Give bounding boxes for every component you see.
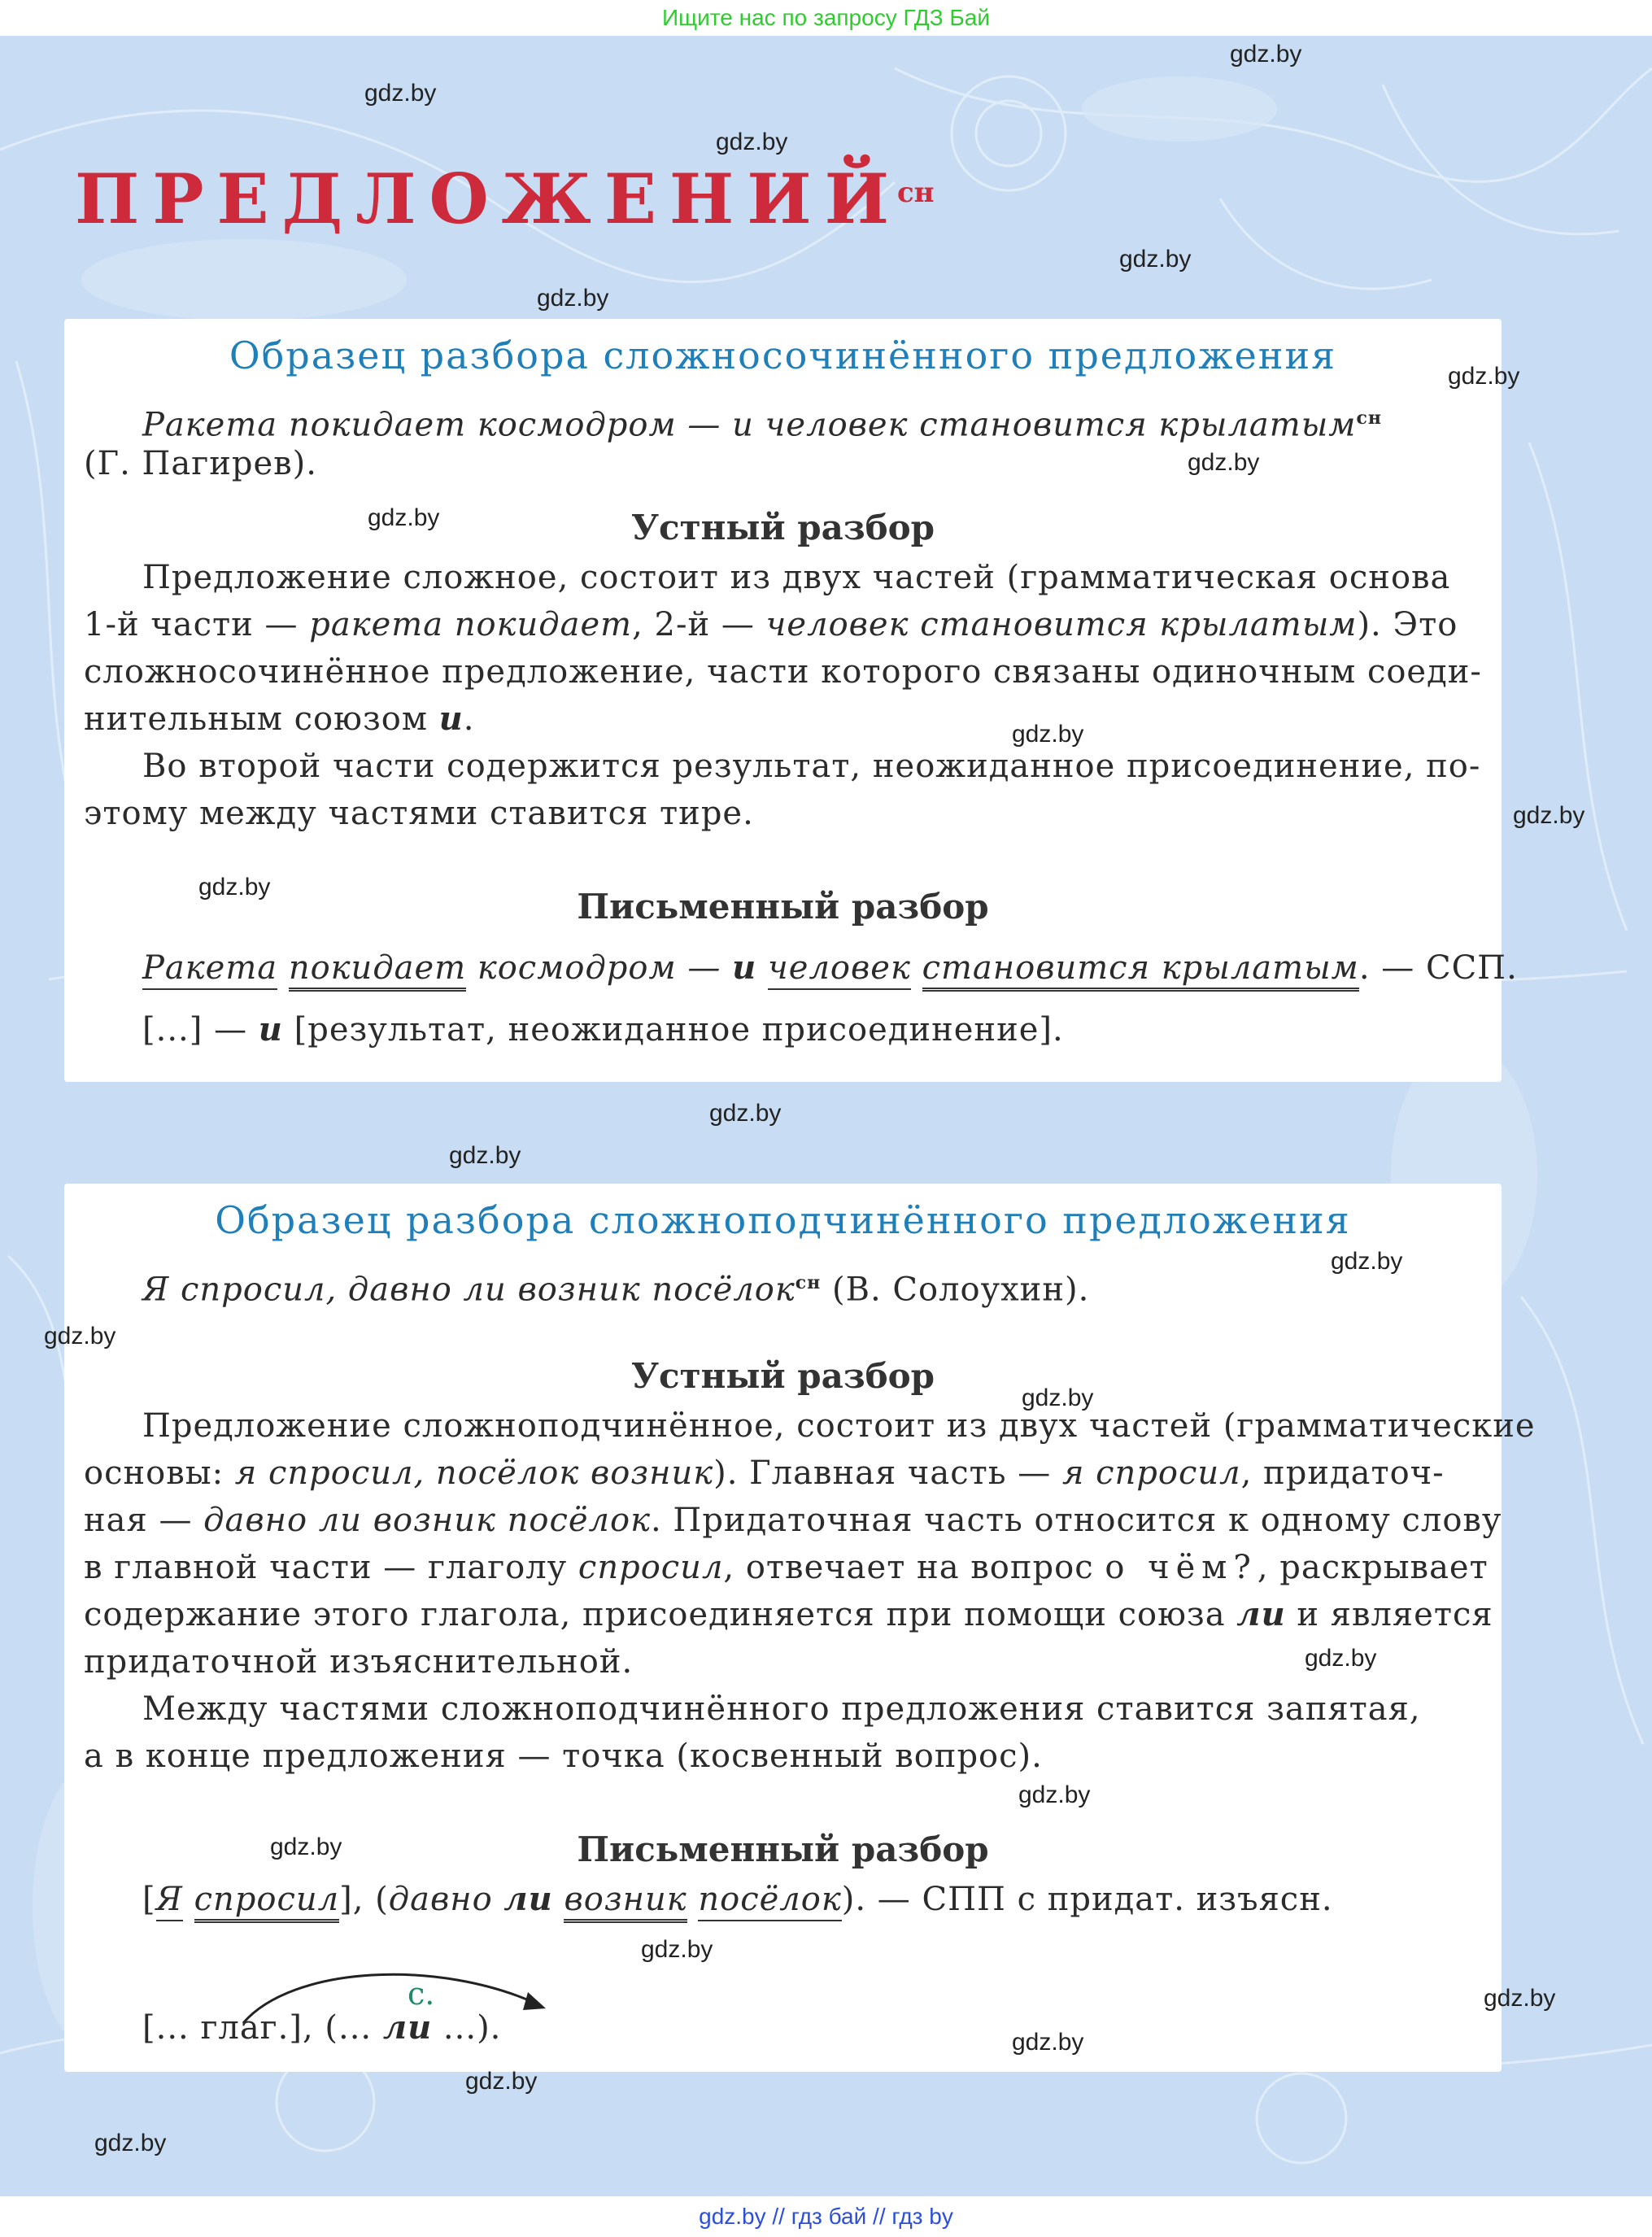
watermark: gdz.by (1012, 2029, 1084, 2056)
oral-line (84, 1545, 1489, 1590)
predicate-word: возник (564, 1881, 687, 1923)
section-heading (75, 159, 939, 239)
oral-line (84, 1592, 1493, 1637)
written-analysis (142, 945, 1518, 991)
oral-line: сложносочинённое предложение, части которого связаны одиночным соеди- (84, 653, 1482, 691)
text: [...] — (142, 1011, 259, 1049)
subject-word: Ракета (142, 949, 277, 990)
oral-line: этому между частями ставится тире. (84, 795, 754, 832)
oral-line: Предложение сложноподчинённое, состоит из двух частей (грамматические (142, 1407, 1536, 1445)
watermark: gdz.by (1305, 1645, 1377, 1672)
watermark: gdz.by (1119, 246, 1192, 273)
watermark: gdz.by (716, 129, 788, 155)
watermark: gdz.by (641, 1936, 713, 1963)
sentence-scheme (142, 2005, 501, 2051)
text: , придаточ- (1240, 1454, 1445, 1492)
oral-line: Между частями сложноподчинённого предложения ставится запятая, (142, 1690, 1421, 1728)
oral-line: Во второй части содержится результат, неожиданное присоединение, по- (142, 748, 1481, 785)
text: . Придаточная часть относится к одному слову (651, 1502, 1502, 1539)
text: спросил (578, 1549, 724, 1586)
oral-line: а в конце предложения — точка (косвенный вопрос). (84, 1738, 1043, 1775)
oral-line (84, 602, 1458, 648)
footer-links[interactable]: gdz.by // гдз бай // гдз by (0, 2196, 1652, 2237)
panel-compound-sentence (64, 319, 1518, 1082)
written-heading: Письменный разбор (577, 1829, 989, 1869)
text: ...). (432, 2009, 502, 2047)
watermark: gdz.by (1188, 449, 1260, 476)
watermark: gdz.by (94, 2130, 167, 2156)
watermark: gdz.by (465, 2068, 538, 2095)
text: в главной части — глаголу (84, 1549, 578, 1586)
text: , раскрывает (1257, 1549, 1489, 1586)
text: и (438, 700, 464, 738)
text: [результат, неожиданное присоединение]. (282, 1011, 1064, 1049)
watermark: gdz.by (1513, 802, 1585, 829)
example-author: (Г. Пагирев). (84, 445, 317, 482)
oral-heading: Устный разбор (630, 1356, 935, 1396)
watermark: gdz.by (1448, 363, 1520, 390)
predicate-word: становится крылатым (922, 949, 1359, 992)
watermark: gdz.by (1331, 1248, 1403, 1275)
watermark: gdz.by (368, 504, 440, 531)
text: основы: (84, 1454, 235, 1492)
text: давно ли возник посёлок (203, 1502, 651, 1539)
subject-word: человек (768, 949, 911, 990)
example-sentence (142, 395, 1382, 447)
text: 1-й части — (84, 606, 310, 643)
example-author: (В. Солоухин). (821, 1271, 1090, 1309)
example-text: Я спросил, давно ли возник посёлок (142, 1271, 795, 1309)
watermark: gdz.by (1484, 1985, 1556, 2012)
example-sentence (142, 1260, 1089, 1312)
subject-word: Я (156, 1881, 183, 1921)
text: ). Это (1357, 606, 1458, 643)
watermark: gdz.by (1022, 1384, 1094, 1411)
example-sup: сн (1356, 408, 1382, 429)
oral-line (84, 696, 474, 742)
watermark: gdz.by (1012, 721, 1084, 748)
watermark: gdz.by (198, 874, 271, 900)
heading-sup: сн (896, 177, 935, 209)
text: ). — СПП с придат. изъясн. (841, 1881, 1333, 1918)
text: ли (1236, 1595, 1286, 1633)
text: человек становится крылатым (765, 606, 1358, 643)
example-text: Ракета покидает космодром — и человек становится крылатым (142, 406, 1357, 444)
text: нительным союзом (84, 700, 439, 738)
watermark: gdz.by (364, 80, 437, 107)
conjunction: и (732, 948, 757, 987)
written-heading: Письменный разбор (577, 887, 989, 927)
text: содержание этого глагола, присоединяется при помощи союза (84, 1596, 1237, 1633)
panel-title: Образец разбора сложноподчинённого предложения (215, 1198, 1351, 1242)
oral-line (84, 1498, 1502, 1543)
watermark: gdz.by (709, 1100, 782, 1127)
conjunction: ли (382, 2008, 433, 2047)
text: космодром — (466, 949, 733, 987)
connector-label: с. (408, 1976, 435, 2012)
text: . — ССП. (1358, 949, 1518, 987)
conjunction: и (258, 1010, 283, 1049)
text: . (463, 700, 475, 738)
oral-line (84, 1450, 1445, 1496)
watermark: gdz.by (1230, 41, 1302, 68)
oral-line: придаточной изъяснительной. (84, 1643, 634, 1681)
text: , 2-й — (632, 606, 766, 643)
watermark: gdz.by (44, 1323, 116, 1350)
text: , отвечает на вопрос (723, 1549, 1105, 1586)
heading-text: ПРЕДЛОЖЕНИЙ (75, 159, 902, 239)
text: я спросил, посёлок возник (234, 1454, 714, 1492)
text: ). Главная часть — (713, 1454, 1062, 1492)
watermark: gdz.by (537, 285, 609, 312)
watermark: gdz.by (1018, 1781, 1091, 1808)
subject-word: посёлок (698, 1881, 841, 1921)
top-banner[interactable]: Ищите нас по запросу ГДЗ Бай (0, 0, 1652, 36)
text: и является (1285, 1596, 1493, 1633)
example-sup: сн (795, 1272, 822, 1293)
oral-line: Предложение сложное, состоит из двух частей (грамматическая основа (142, 559, 1451, 596)
text: ракета покидает (309, 606, 633, 643)
conjunction: ли (503, 1880, 553, 1918)
text: я спросил (1061, 1454, 1241, 1492)
text: ная — (84, 1502, 204, 1539)
predicate-word: покидает (289, 949, 466, 992)
sentence-scheme (142, 1007, 1064, 1053)
predicate-word: спросил (194, 1881, 339, 1923)
text: [... глаг.], (... (142, 2009, 383, 2047)
watermark: gdz.by (270, 1834, 342, 1860)
oral-heading: Устный разбор (630, 508, 935, 547)
text: давно (388, 1881, 504, 1918)
text: [ (142, 1881, 156, 1918)
text: ], ( (339, 1881, 389, 1918)
panel-title: Образец разбора сложносочинённого предложения (229, 334, 1337, 377)
text: о чём? (1105, 1549, 1258, 1586)
written-analysis (142, 1877, 1333, 1922)
watermark: gdz.by (449, 1142, 521, 1169)
